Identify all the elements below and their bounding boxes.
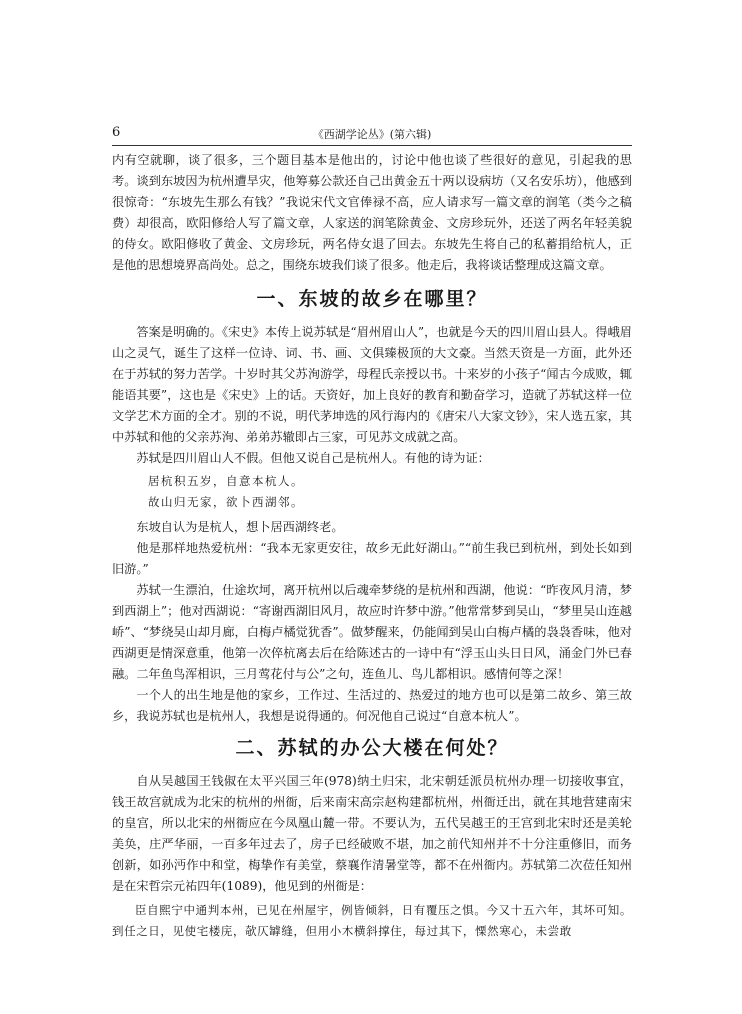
section1-paragraph-5: 苏轼一生漂泊，仕途坎坷，离开杭州以后魂牵梦绕的是杭州和西湖，他说：“昨夜风月清，梦到西湖上”；他对西湖说：“寄谢西湖旧风月，故应时许梦中游。”他常常梦到吴山，“梦里吴山连越峤”、“梦绕吴山却月廊，白梅卢橘觉犹香”。做梦醒来，仍能闻到吴山白梅卢橘的袅袅香味，他对西湖更是情深意重，他第一次倅杭离去后在给陈述古的一诗中有“浮玉山头日日风，涌金门外已春融。二年鱼鸟浑相识，三月莺花付与公”之句，连鱼儿、鸟儿都相识。感情何等之深！: [112, 583, 632, 681]
section1-paragraph-4: 他是那样地热爱杭州：“我本无家更安往，故乡无此好湖山。”“前生我已到杭州，到处长如到旧游。”: [112, 541, 632, 576]
section-heading-2: 二、苏轼的办公大楼在何处？: [235, 737, 509, 759]
running-title: 《西湖学论丛》(第六辑): [312, 128, 432, 141]
section1-paragraph-1: 答案是明确的。《宋史》本传上说苏轼是“眉州眉山人”，也就是今天的四川眉山县人。得峨眉山之灵气，诞生了这样一位诗、词、书、画、文俱臻极顶的大文豪。当然天资是一方面，此外还在于苏轼的努力苦学。十岁时其父苏洵游学，母程氏亲授以书。十来岁的小孩子“闻古今成败，辄能语其要”，这也是《宋史》上的话。天资好，加上良好的教育和勤奋学习，造就了苏轼这样一位文学艺术方面的全才。别的不说，明代茅坤选的风行海内的《唐宋八大家文钞》，宋人选五家，其中苏轼和他的父亲苏洵、弟弟苏辙即占三家，可见苏文成就之高。: [112, 325, 632, 444]
poem-quote: [112, 471, 632, 513]
page-header: [112, 125, 632, 143]
section1-paragraph-2: 苏轼是四川眉山人不假。但他又说自己是杭州人。有他的诗为证：: [136, 451, 490, 465]
section2-paragraph-1: 自从吴越国王钱俶在太平兴国三年(978)纳土归宋，北宋朝廷派员杭州办理一切接收事宜，钱王故宫就成为北宋的杭州的州衙，后来南宋高宗赵构建都杭州，州衙迁出，就在其地营建南宋的皇宫，所以北宋的州衙应在今凤凰山麓一带。不要认为，五代吴越王的王宫到北宋时还是美轮美奂，庄严华丽，一百多年过去了，房子已经破败不堪，加之前代知州并不十分注重修旧，而务创新，如孙沔作中和堂，梅挚作有美堂，蔡襄作清暑堂等，都不在州衙内。苏轼第二次莅任知州是在宋哲宗元祐四年(1089)，他见到的州衙是：: [112, 774, 632, 893]
intro-paragraph: 内有空就聊，谈了很多，三个题目基本是他出的，讨论中他也谈了些很好的意见，引起我的思考。谈到东坡因为杭州遭旱灾，他筹募公款还自己出黄金五十两以设病坊（又名安乐坊），他感到很惊奇：“东坡先生那么有钱？”我说宋代文官俸禄不高，应人请求写一篇文章的润笔（类今之稿费）却很高，欧阳修给人写了篇文章，人家送的润笔除黄金、文房珍玩外，还送了两名年轻美貌的侍女。欧阳修收了黄金、文房珍玩，两名侍女退了回去。东坡先生将自己的私蓄捐给杭人，正是他的思想境界高尚处。总之，围绕东坡我们谈了很多。他走后，我将谈话整理成这篇文章。: [112, 153, 632, 272]
quote-text: 臣自熙宁中通判本州，已见在州屋宇，例皆倾斜，日有覆压之惧。今又十五六年，其坏可知。到任之日，见使宅楼庑，欹仄罅缝，但用小木横斜撑住，每过其下，慄然寒心，未尝敢: [112, 903, 632, 938]
header-rule: [112, 145, 632, 146]
article-body: [112, 150, 632, 942]
memorial-quote: [112, 900, 632, 942]
poem-line: 居杭积五岁，自意本杭人。: [148, 474, 304, 488]
section1-paragraph-3: 东坡自认为是杭人，想卜居西湖终老。: [136, 520, 344, 534]
poem-line: 故山归无家，欲卜西湖邻。: [148, 495, 304, 509]
section-heading-1: 一、东坡的故乡在哪里？: [256, 288, 488, 310]
section1-paragraph-6: 一个人的出生地是他的家乡，工作过、生活过的、热爱过的地方也可以是第二故乡、第三故乡，我说苏轼也是杭州人，我想是说得通的。何况他自己说过“自意本杭人”。: [112, 688, 632, 723]
page-number: 6: [112, 125, 121, 140]
